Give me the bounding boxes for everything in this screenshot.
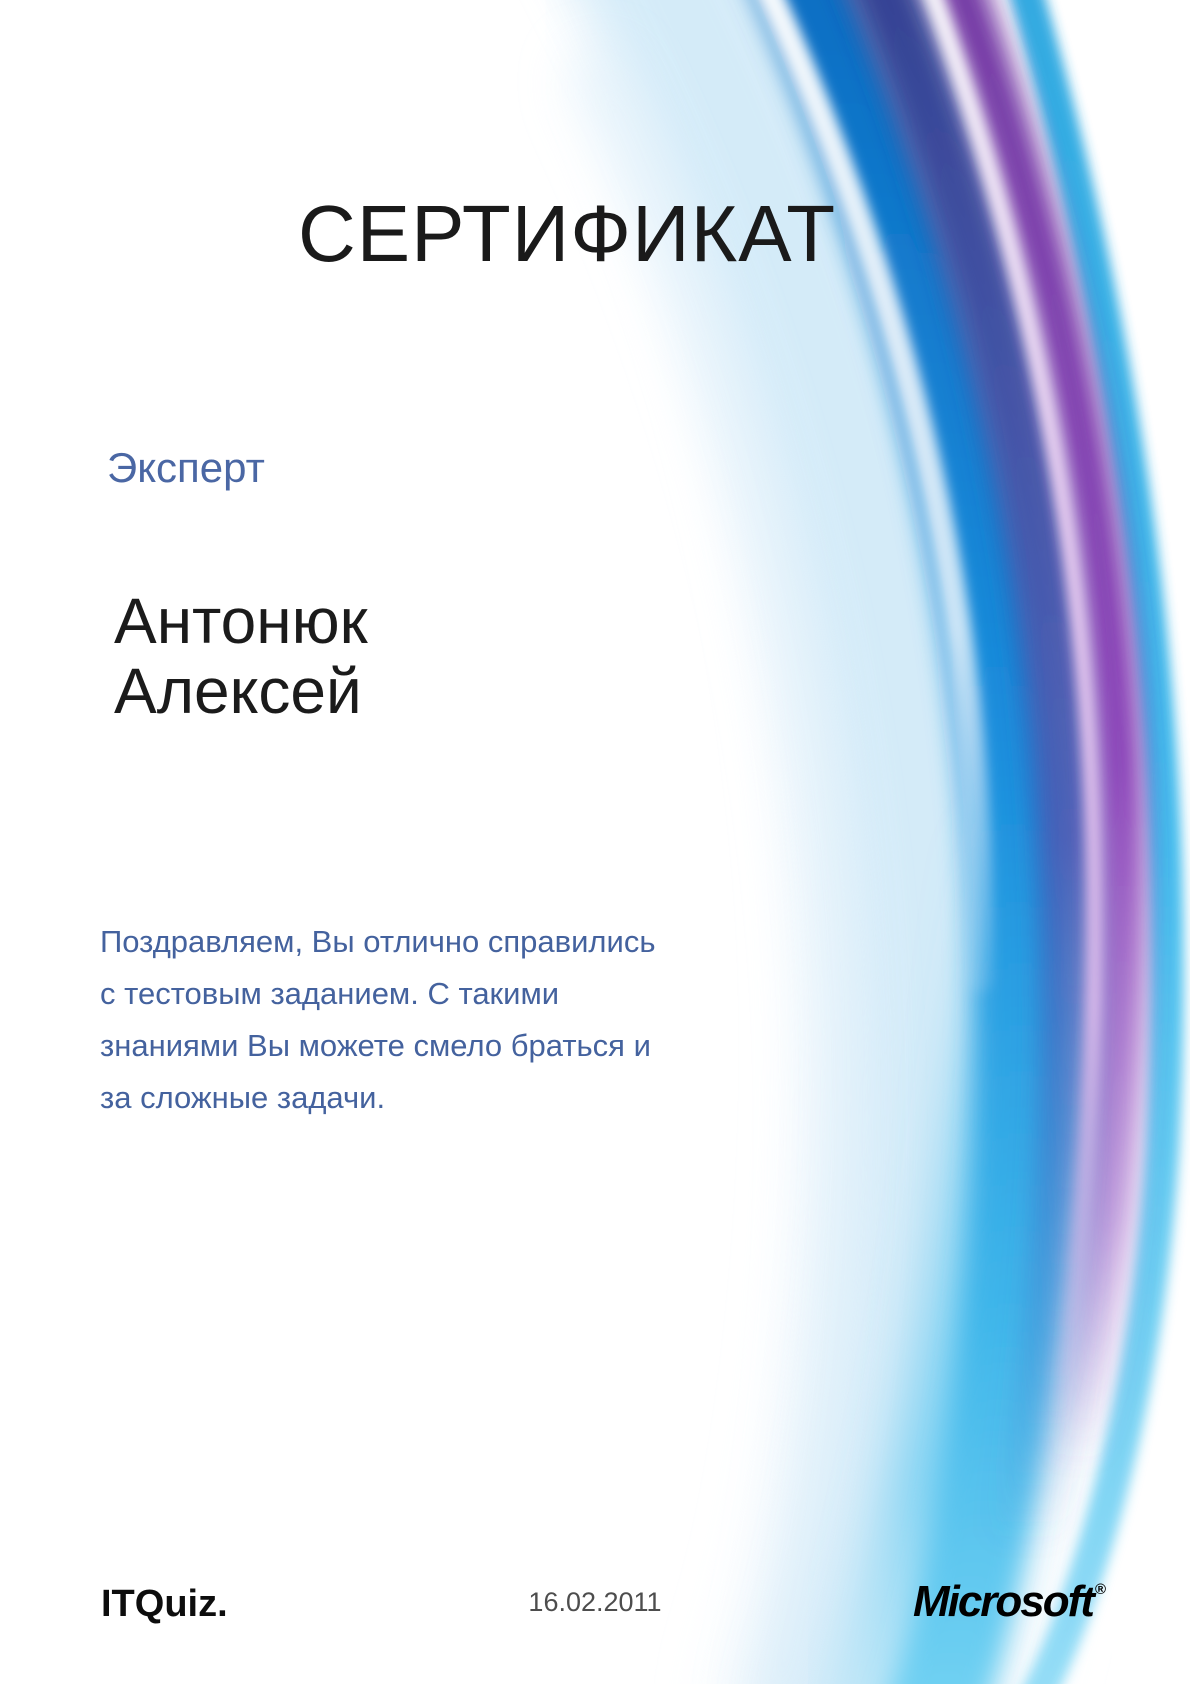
swoosh-cyan-edge-band [1005,0,1167,1684]
message-line-2: с тестовым заданием. С такими [100,976,560,1011]
message-line-3: знаниями Вы можете смело браться и [100,1028,651,1063]
swoosh-purple-band [935,0,1123,1490]
recipient-name-line-1: Антонюк [114,585,368,657]
swoosh-bottom-cyan-band [895,850,1040,1684]
message-line-4: за сложные задачи. [100,1080,386,1115]
recipient-name-line-2: Алексей [114,655,362,727]
issue-date: 16.02.2011 [528,1587,662,1617]
swoosh-white-highlight [745,0,980,980]
itquiz-logo: ITQuiz. [101,1583,228,1625]
swoosh-navy-band [855,0,1076,1580]
congratulation-message [100,916,655,1124]
qualification-label: Эксперт [107,444,265,491]
swoosh-lavender-highlight [905,0,1095,1470]
registered-trademark-icon: ® [1094,1581,1106,1598]
microsoft-logo [913,1577,1106,1627]
swoosh-faint-left-arc [600,80,840,1684]
microsoft-wordmark: Microsoft [912,1577,1093,1626]
recipient-name [114,586,368,726]
message-line-1: Поздравляем, Вы отлично справились [100,924,656,959]
certificate-title: СЕРТИФИКАТ [298,189,837,278]
